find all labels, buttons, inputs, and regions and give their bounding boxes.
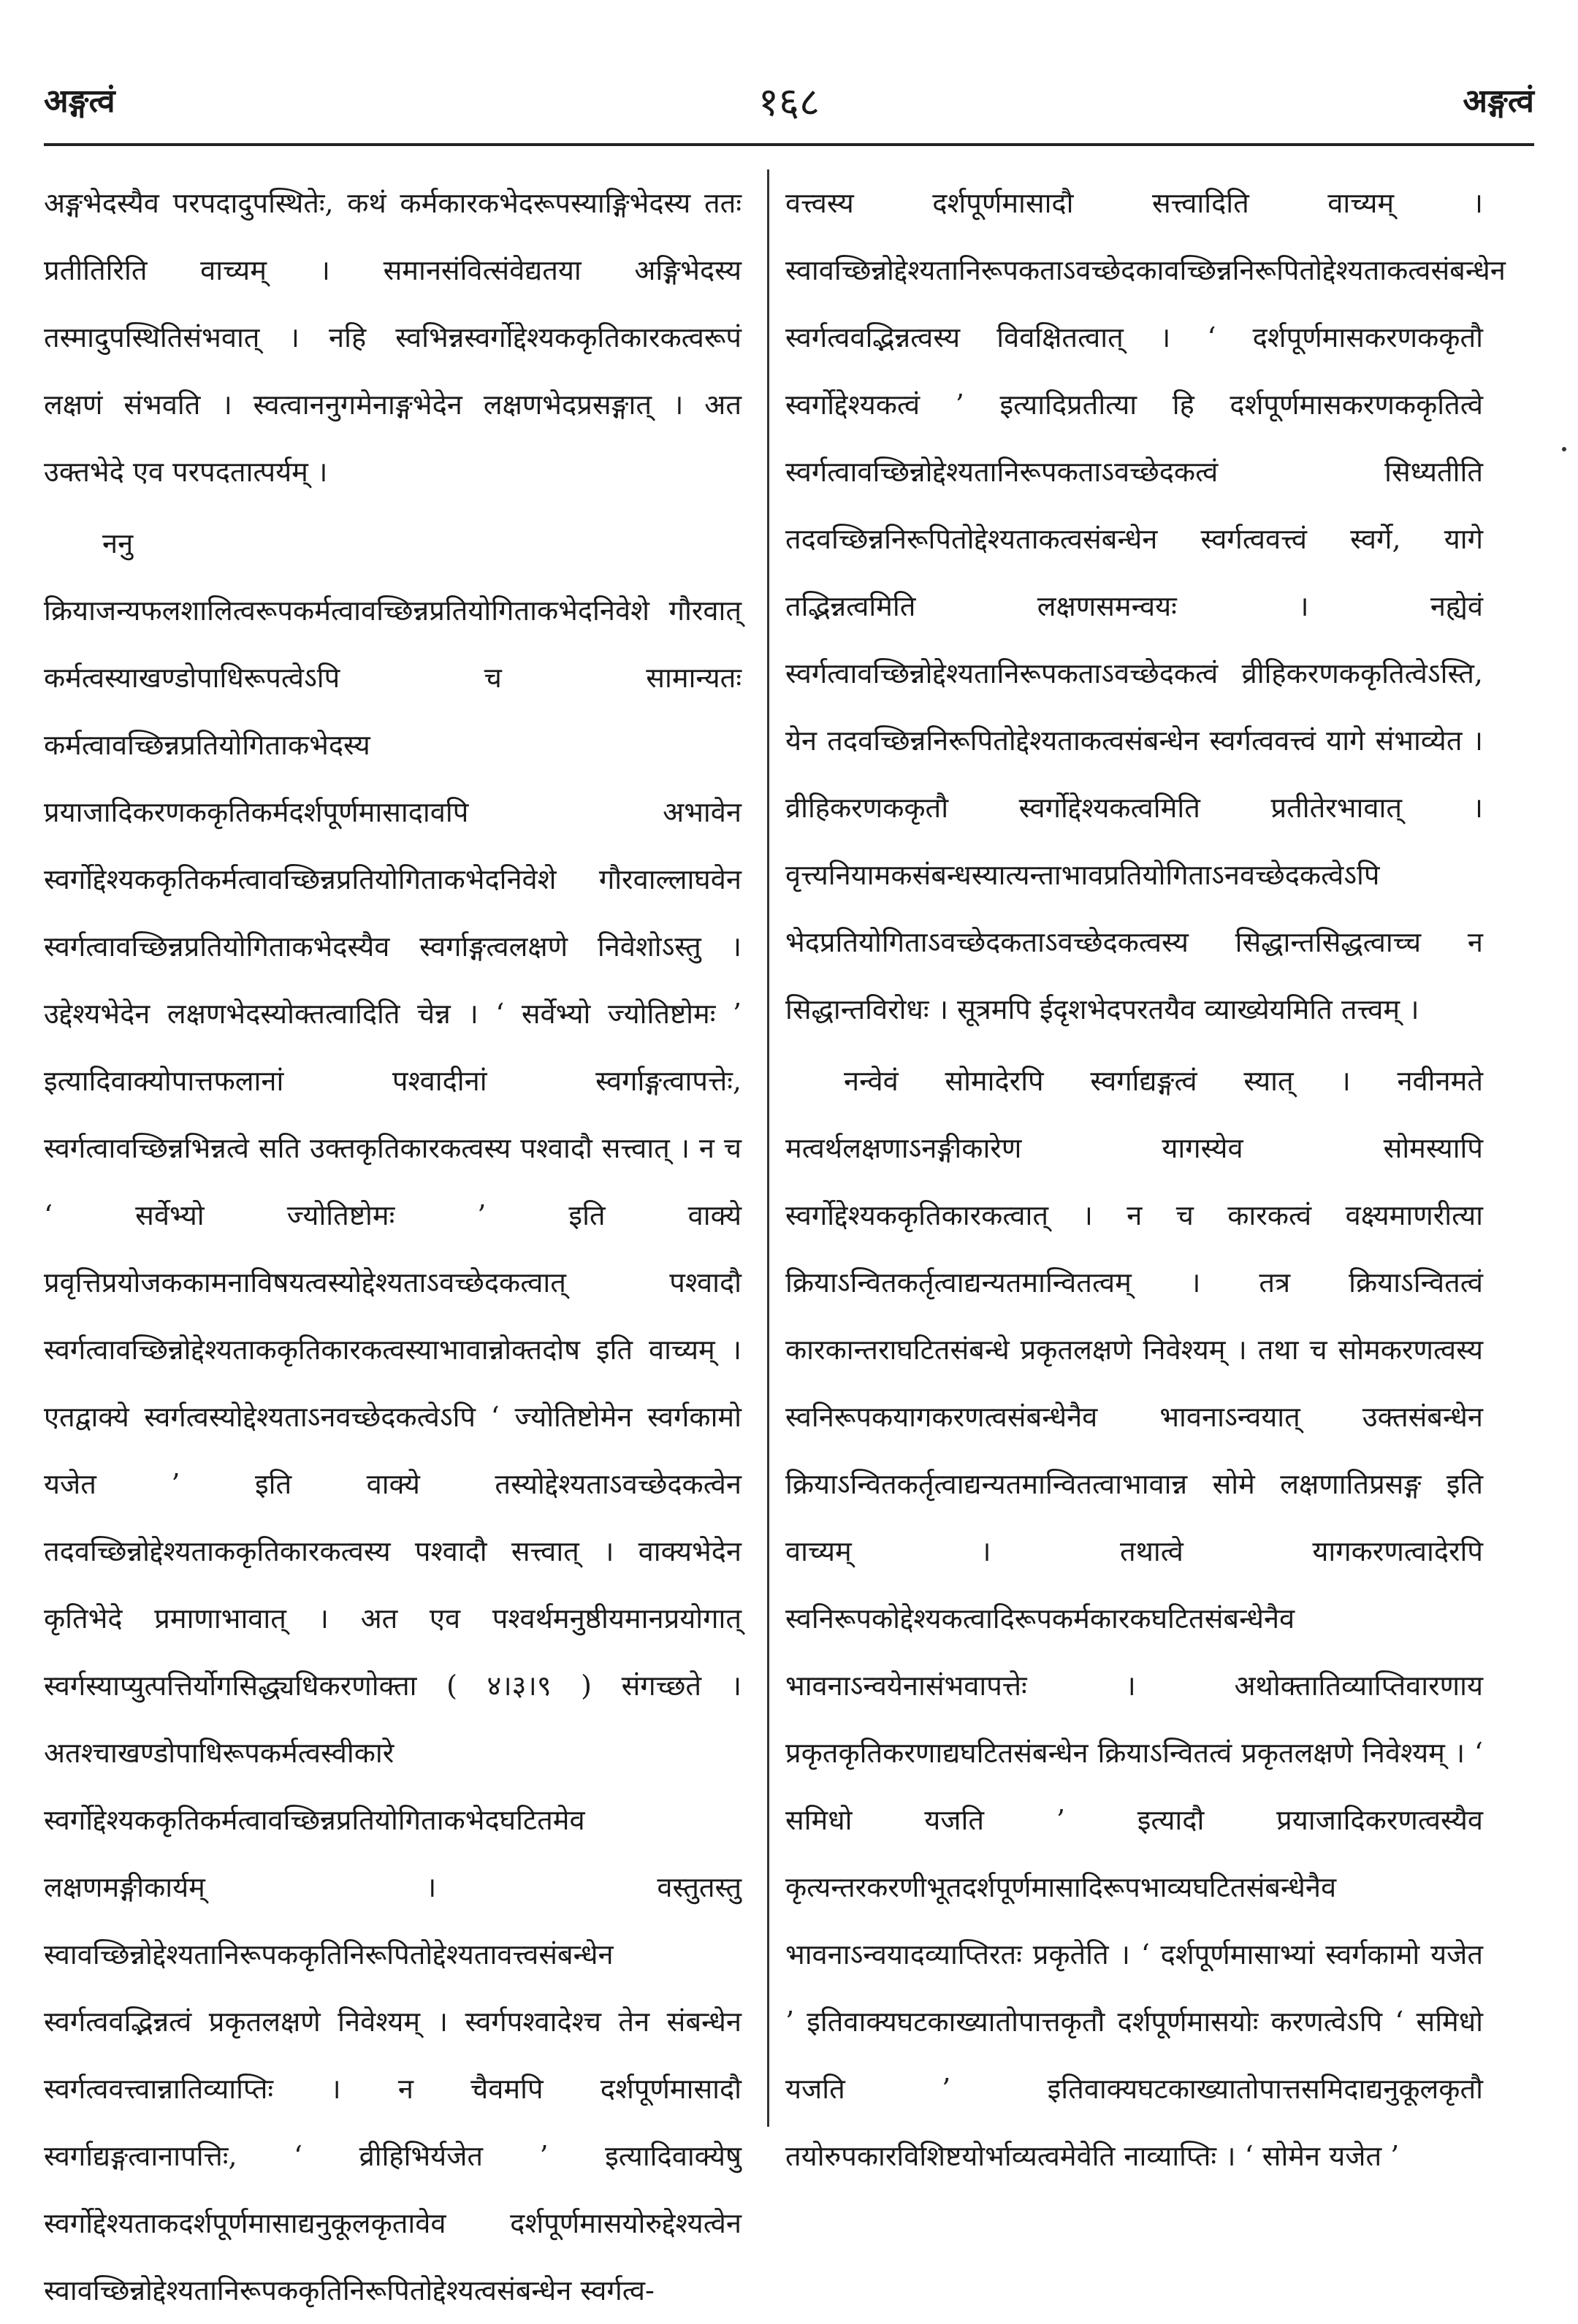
right-paragraph-2: नन्वेवं सोमादेरपि स्वर्गाद्यङ्गत्वं स्यात् । नवीनमते मत्वर्थलक्षणाऽनङ्गीकारेण यागस्येव सोमस्यापि स्वर्गोद्देश्यककृतिकारकत्वात् । न च कारकत्वं वक्ष्यमाणरीत्या क्रियाऽन्वितकर्तृत्वाद्यन्यतमान्वितत्वम् । तत्र क्रियाऽन्वितत्वं कारकान्तराघटितसंबन्धे प्रकृतलक्षणे निवेश्यम् । तथा च सोमकरणत्वस्य स्वनिरूपकयागकरणत्वसंबन्धेनैव भावनाऽन्वयात् उक्तसंबन्धेन क्रियाऽन्वितकर्तृत्वाद्यन्यतमान्वितत्वाभावान्न सोमे लक्षणातिप्रसङ्ग इति वाच्यम् । तथात्वे यागकरणत्वादेरपि स्वनिरूपकोद्देश्यकत्वादिरूपकर्मकारकघटितसंबन्धेनैव भावनाऽन्वयेनासंभवापत्तेः । अथोक्तातिव्याप्तिवारणाय प्रकृतकृतिकरणाद्यघटितसंबन्धेन क्रियाऽन्वितत्वं प्रकृतलक्षणे निवेश्यम् । ‘ समिधो यजति ’ इत्यादौ प्रयाजादिकरणत्वस्यैव कृत्यन्तरकरणीभूतदर्शपूर्णमासादिरूपभाव्यघटितसंबन्धेनैव भावनाऽन्वयादव्याप्तिरतः प्रकृतेति । ‘ दर्शपूर्णमासाभ्यां स्वर्गकामो यजेत ’ इतिवाक्यघटकाख्यातोपात्तकृतौ दर्शपूर्णमासयोः करणत्वेऽपि ‘ समिधो यजति ’ इतिवाक्यघटकाख्यातोपात्तसमिदाद्यनुकूलकृतौ तयोरुपकारविशिष्टयोर्भाव्यत्वमेवेति नाव्याप्तिः । ‘ सोमेन यजेत ’ [785, 1065, 1483, 2172]
page-header [44, 67, 1534, 133]
left-paragraph-1: अङ्गभेदस्यैव परपदादुपस्थितेः, कथं कर्मकारकभेदरूपस्याङ्गिभेदस्य ततः प्रतीतिरिति वाच्यम् । समानसंवित्संवेद्यतया अङ्गिभेदस्य तस्मादुपस्थितिसंभवात् । नहि स्वभिन्नस्वर्गोद्देश्यककृतिकारकत्वरूपं लक्षणं संभवति । स्वत्वाननुगमेनाङ्गभेदेन लक्षणभेदप्रसङ्गात् । अत उक्तभेदे एव परपदतात्पर्यम् । [44, 187, 742, 488]
right-column [785, 169, 1506, 2172]
running-head-left: अङ्गत्वं [44, 83, 115, 120]
right-paragraph-1: वत्त्वस्य दर्शपूर्णमासादौ सत्त्वादिति वाच्यम् । स्वावच्छिन्नोद्देश्यतानिरूपकताऽवच्छेदकावच्छिन्ननिरूपितोद्देश्यताकत्वसंबन्धेन स्वर्गत्ववद्भिन्नत्वस्य विवक्षितत्वात् । ‘ दर्शपूर्णमासकरणककृतौ स्वर्गोद्देश्यकत्वं ’ इत्यादिप्रतीत्या हि दर्शपूर्णमासकरणककृतित्वे स्वर्गत्वावच्छिन्नोद्देश्यतानिरूपकताऽवच्छेदकत्वं सिध्यतीति तदवच्छिन्ननिरूपितोद्देश्यताकत्वसंबन्धेन स्वर्गत्ववत्त्वं स्वर्गे, यागे तद्भिन्नत्वमिति लक्षणसमन्वयः । नह्येवं स्वर्गत्वावच्छिन्नोद्देश्यतानिरूपकताऽवच्छेदकत्वं व्रीहिकरणककृतित्वेऽस्ति, येन तदवच्छिन्ननिरूपितोद्देश्यताकत्वसंबन्धेन स्वर्गत्ववत्त्वं यागे संभाव्येत । व्रीहिकरणककृतौ स्वर्गोद्देश्यकत्वमिति प्रतीतेरभावात् । वृत्त्यनियामकसंबन्धस्यात्यन्ताभावप्रतियोगिताऽनवच्छेदकत्वेऽपि भेदप्रतियोगिताऽवच्छेदकताऽवच्छेदकत्वस्य सिद्धान्तसिद्धत्वाच्च न सिद्धान्तविरोधः । सूत्रमपि ईदृशभेदपरतयैव व्याख्येयमिति तत्त्वम् । [785, 187, 1506, 1025]
running-head-right: अङ्गत्वं [1463, 83, 1534, 120]
margin-speck [1562, 447, 1566, 451]
left-paragraph-2: ननु क्रियाजन्यफलशालित्वरूपकर्मत्वावच्छिन्नप्रतियोगिताकभेदनिवेशे गौरवात् कर्मत्वस्याखण्डोपाधिरूपत्वेऽपि च सामान्यतः कर्मत्वावच्छिन्नप्रतियोगिताकभेदस्य प्रयाजादिकरणककृतिकर्मदर्शपूर्णमासादावपि अभावेन स्वर्गोद्देश्यककृतिकर्मत्वावच्छिन्नप्रतियोगिताकभेदनिवेशे गौरवाल्लाघवेन स्वर्गत्वावच्छिन्नप्रतियोगिताकभेदस्यैव स्वर्गाङ्गत्वलक्षणे निवेशोऽस्तु । उद्देश्यभेदेन लक्षणभेदस्योक्तत्वादिति चेन्न । ‘ सर्वेभ्यो ज्योतिष्टोमः ’ इत्यादिवाक्योपात्तफलानां पश्वादीनां स्वर्गाङ्गत्वापत्तेः, स्वर्गत्वावच्छिन्नभिन्नत्वे सति उक्तकृतिकारकत्वस्य पश्वादौ सत्त्वात् । न च ‘ सर्वेभ्यो ज्योतिष्टोमः ’ इति वाक्ये प्रवृत्तिप्रयोजककामनाविषयत्वस्योद्देश्यताऽवच्छेदकत्वात् पश्वादौ स्वर्गत्वावच्छिन्नोद्देश्यताककृतिकारकत्वस्याभावान्नोक्तदोष इति वाच्यम् । एतद्वाक्ये स्वर्गत्वस्योद्देश्यताऽनवच्छेदकत्वेऽपि ‘ ज्योतिष्टोमेन स्वर्गकामो यजेत ’ इति वाक्ये तस्योद्देश्यताऽवच्छेदकत्वेन तदवच्छिन्नोद्देश्यताककृतिकारकत्वस्य पश्वादौ सत्त्वात् । वाक्यभेदेन कृतिभेदे प्रमाणाभावात् । अत एव पश्वर्थमनुष्ठीयमानप्रयोगात् स्वर्गस्याप्युत्पत्तिर्योगसिद्ध्यधिकरणोक्ता ( ४।३।९ ) संगच्छते । अतश्चाखण्डोपाधिरूपकर्मत्वस्वीकारे स्वर्गोद्देश्यककृतिकर्मत्वावच्छिन्नप्रतियोगिताकभेदघटितमेव लक्षणमङ्गीकार्यम् । वस्तुतस्तु स्वावच्छिन्नोद्देश्यतानिरूपककृतिनिरूपितोद्देश्यतावत्त्वसंबन्धेन स्वर्गत्ववद्भिन्नत्वं प्रकृतलक्षणे निवेश्यम् । स्वर्गपश्वादेश्च तेन संबन्धेन स्वर्गत्ववत्त्वान्नातिव्याप्तिः । न चैवमपि दर्शपूर्णमासादौ स्वर्गाद्यङ्गत्वानापत्तिः, ‘ व्रीहिभिर्यजेत ’ इत्यादिवाक्येषु स्वर्गोद्देश्यताकदर्शपूर्णमासाद्यनुकूलकृतावेव दर्शपूर्णमासयोरुद्देश्यत्वेन स्वावच्छिन्नोद्देश्यतानिरूपककृतिनिरूपितोद्देश्यत्वसंबन्धेन स्वर्गत्व- [44, 527, 742, 2306]
page-number: १६८ [758, 79, 820, 125]
column-divider [767, 169, 769, 2127]
header-rule [44, 143, 1534, 146]
left-column [44, 169, 742, 2306]
